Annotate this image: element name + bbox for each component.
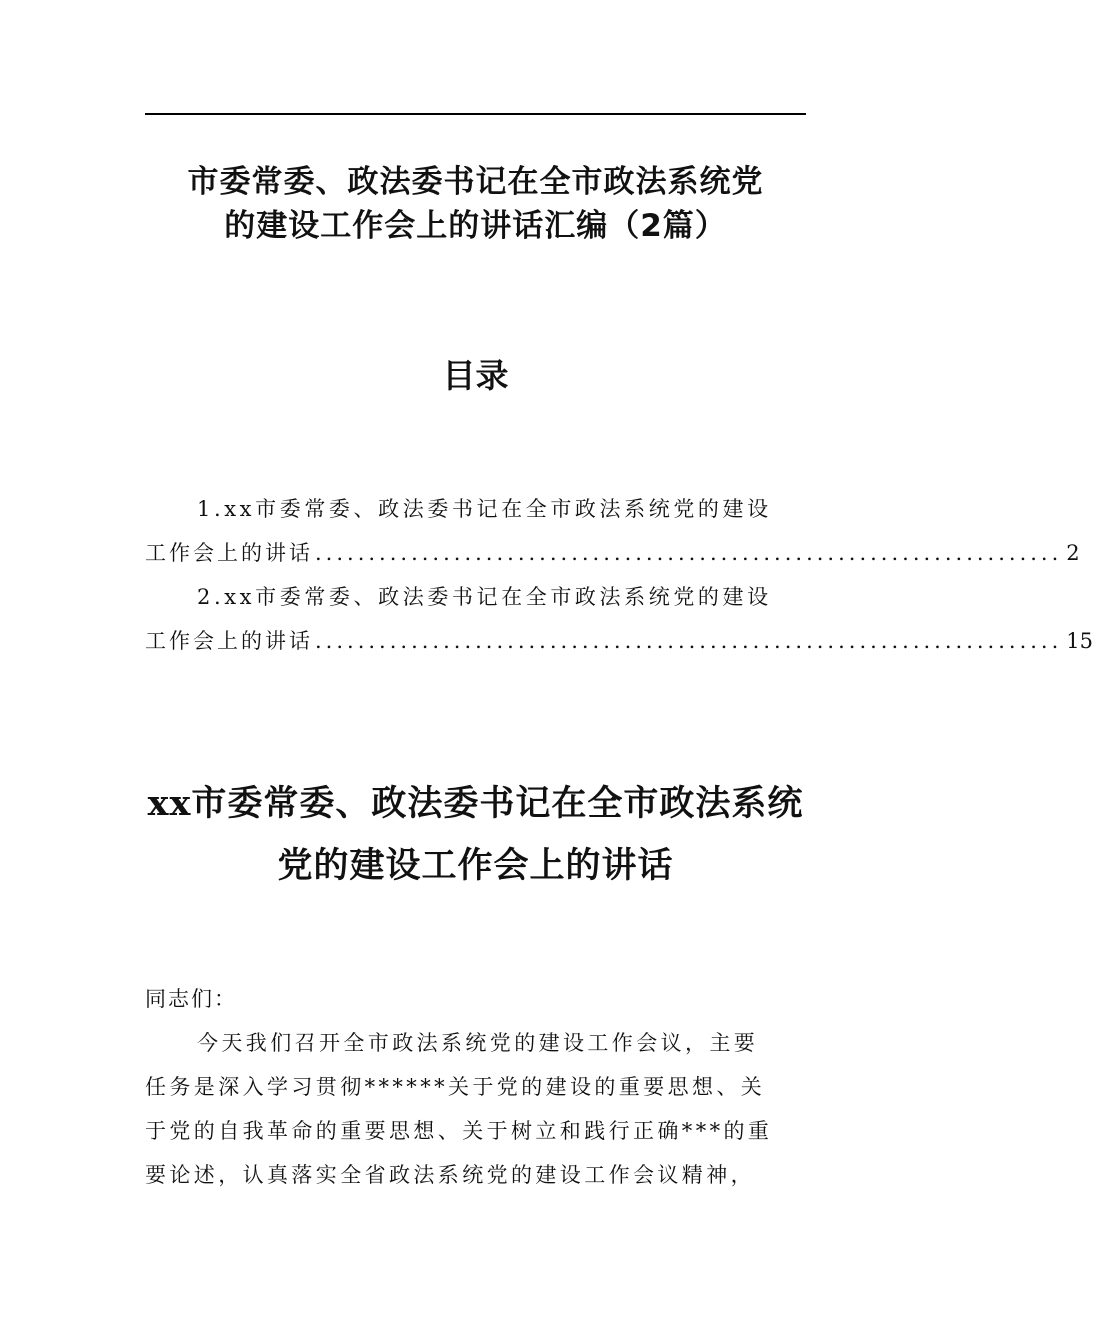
salutation: 同志们： <box>145 987 237 1011</box>
document-title-line-1: 市委常委、政法委书记在全市政法系统党 <box>187 164 764 200</box>
toc-entry-title-continued: 工作会上的讲话 <box>145 541 313 565</box>
article-title <box>145 773 806 897</box>
article-title-line-2: 党的建设工作会上的讲话 <box>277 845 674 886</box>
toc-page-number: 15 <box>1066 629 1093 653</box>
toc-entry-2[interactable] <box>145 575 1093 663</box>
paragraph-line: 要论述，认真落实全省政法系统党的建设工作会议精神， <box>145 1163 755 1187</box>
document-title <box>145 160 806 248</box>
toc-entry-title: 2.xx市委常委、政法委书记在全市政法系统党的建设 <box>197 585 772 609</box>
paragraph-line: 今天我们召开全市政法系统党的建设工作会议，主要 <box>197 1031 759 1055</box>
toc-leader-dots: ...................................................................... <box>315 629 1063 653</box>
paragraph-line: 于党的自我革命的重要思想、关于树立和践行正确***的重 <box>145 1119 773 1143</box>
toc-entry-title-continued: 工作会上的讲话 <box>145 629 313 653</box>
article-body <box>145 977 806 1197</box>
article-title-line-1: xx市委常委、政法委书记在全市政法系统 <box>147 783 804 824</box>
toc-leader-dots: ...................................................................... <box>315 541 1063 565</box>
toc-entry-1[interactable] <box>145 487 1080 575</box>
toc-heading: 目录 <box>442 356 509 395</box>
header-rule <box>145 113 806 115</box>
toc-page-number: 2 <box>1066 541 1080 565</box>
toc-entry-title: 1.xx市委常委、政法委书记在全市政法系统党的建设 <box>197 497 772 521</box>
table-of-contents <box>145 487 1093 663</box>
document-title-line-2: 的建设工作会上的讲话汇编（2篇） <box>224 208 727 244</box>
paragraph-line: 任务是深入学习贯彻******关于党的建设的重要思想、关 <box>145 1075 766 1099</box>
